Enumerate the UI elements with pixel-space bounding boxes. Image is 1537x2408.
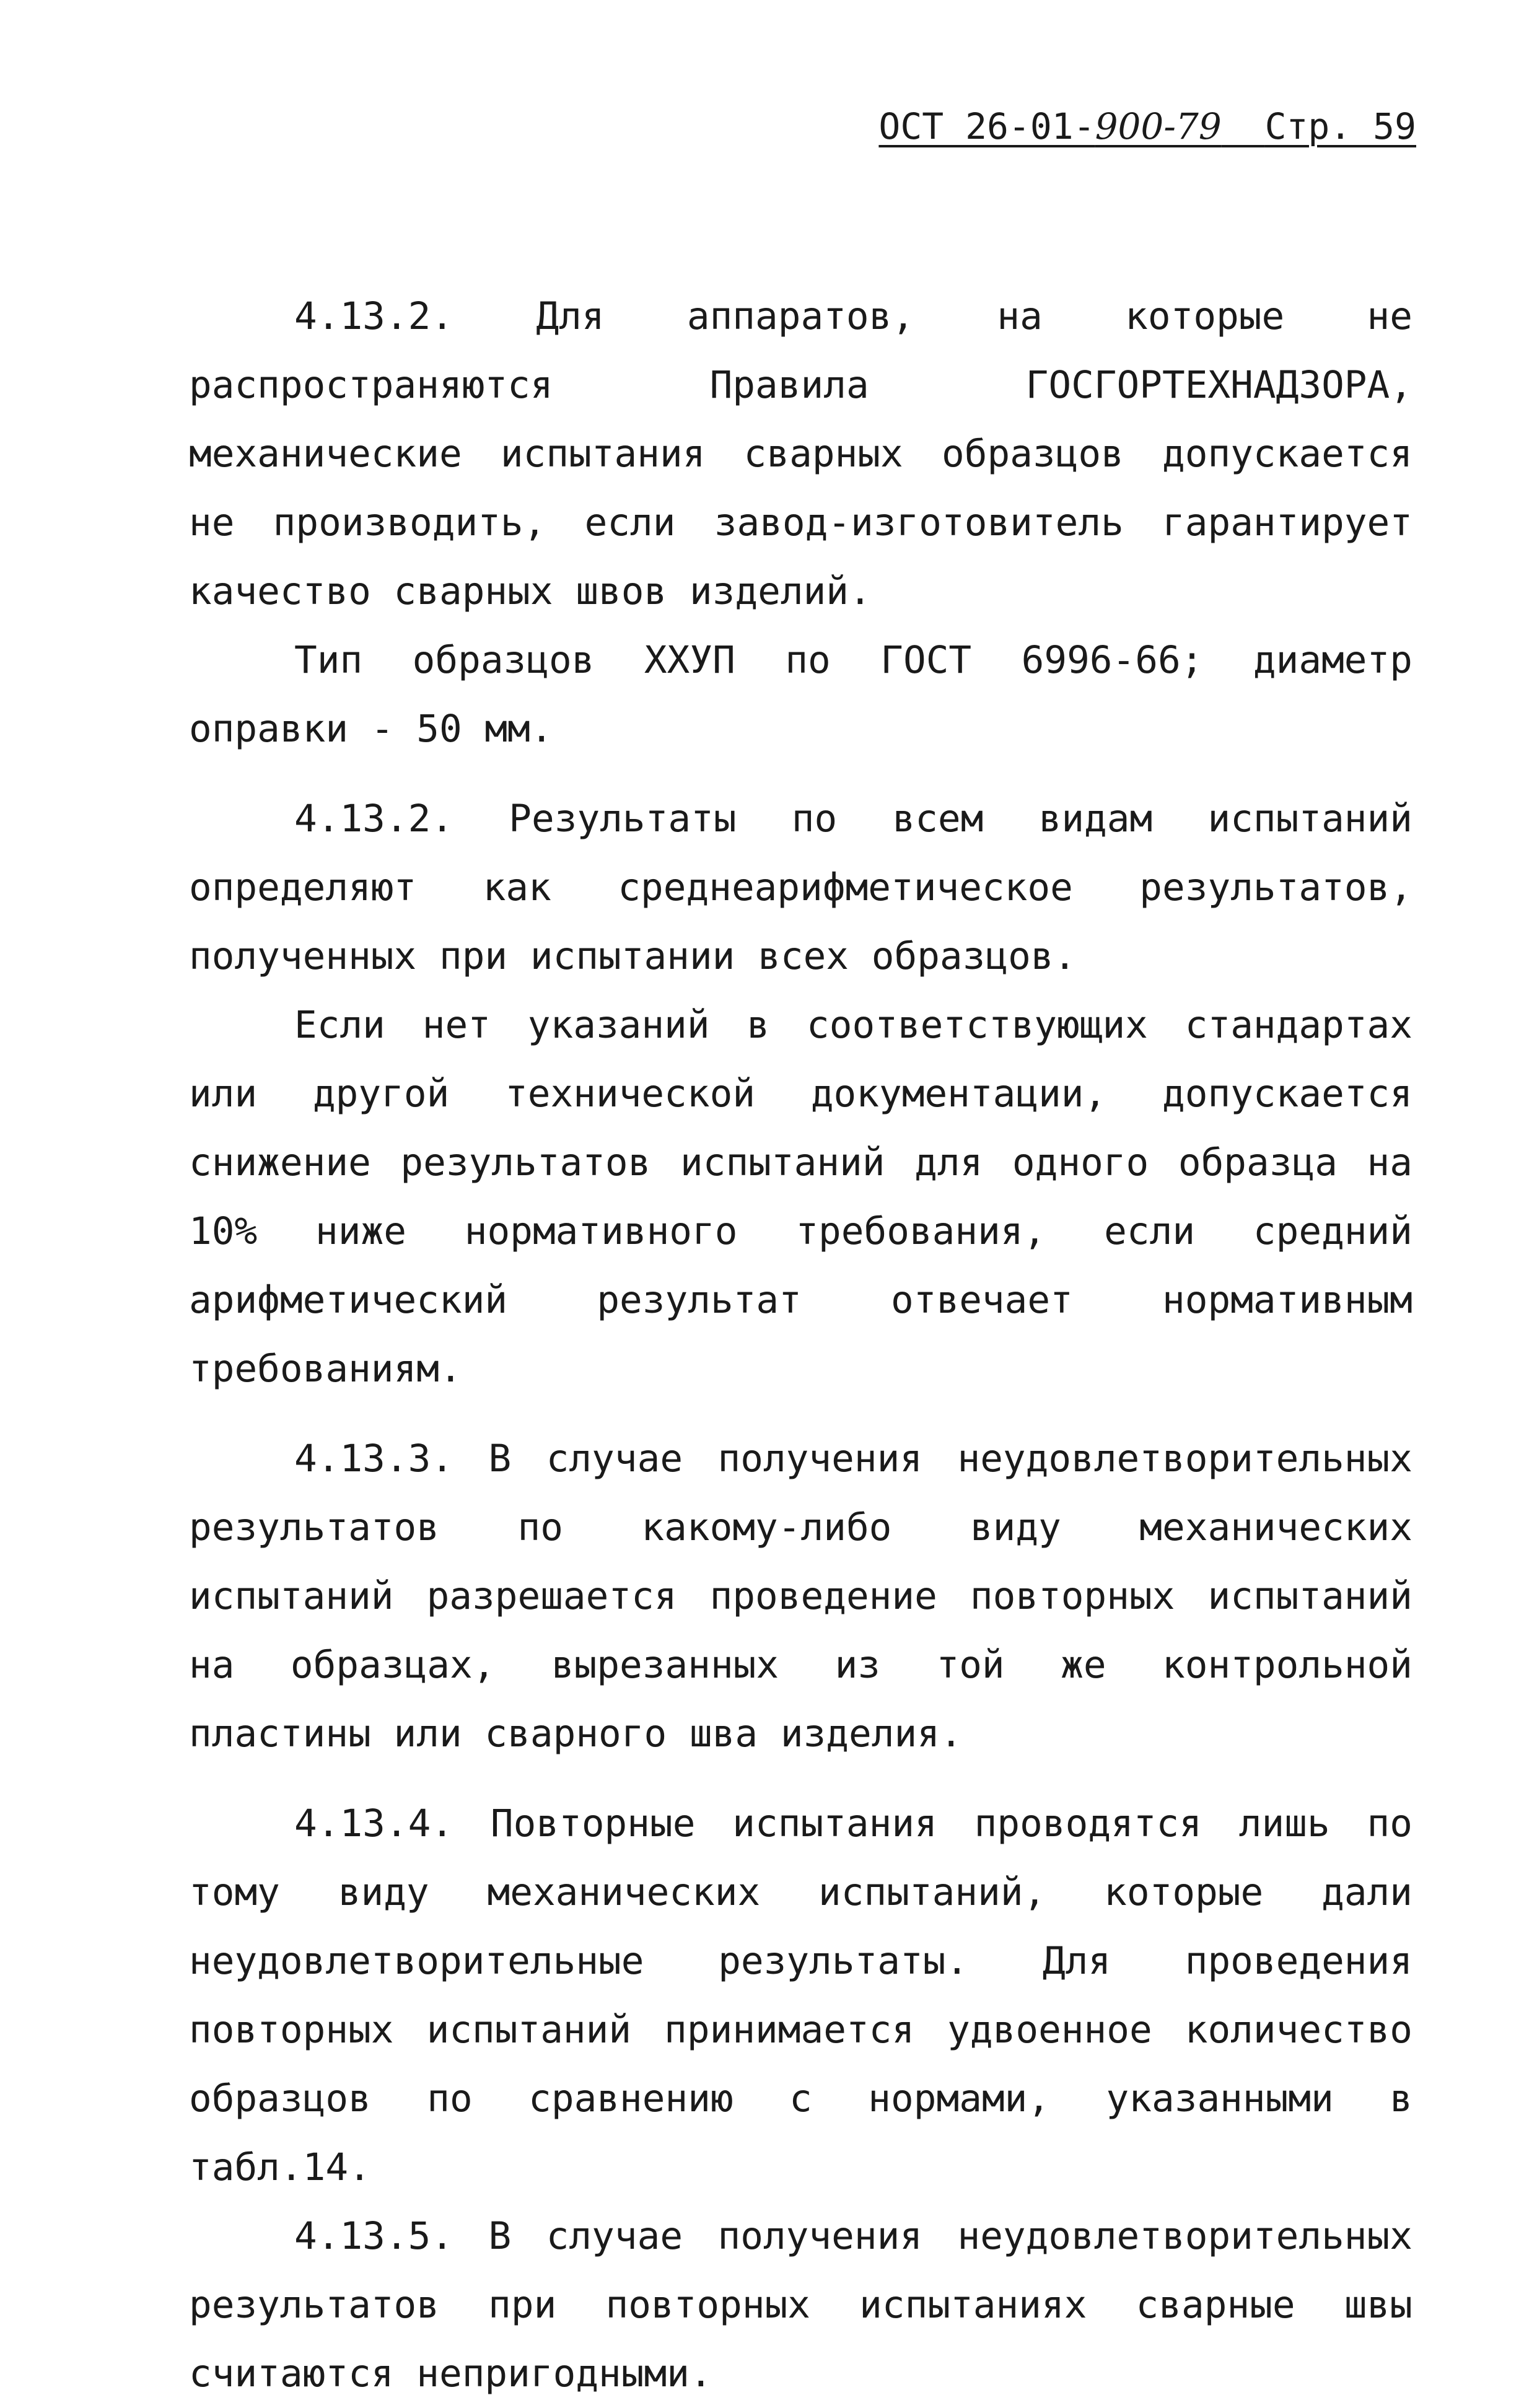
page-number: Стр. 59 <box>1264 105 1416 147</box>
paragraph-tolerance: Если нет указаний в соответствующих стандартах или другой технической документации, допускается снижение результатов испытаний для одного образца на 10% ниже нормативного требования, если средний арифметический результат отвечает нормативным требованиям. <box>189 1003 1412 1391</box>
paragraph-4-13-2-results: 4.13.2. Результаты по всем видам испытаний определяют как среднеарифметическое результатов, полученных при испытании всех образцов. <box>189 797 1412 978</box>
document-body <box>189 282 1412 2408</box>
page-header <box>878 105 1416 147</box>
paragraph-4-13-2-scope: 4.13.2. Для аппаратов, на которые не распространяются Правила ГОСГОРТЕХНАДЗОРА, механические испытания сварных образцов допускается не производить, если завод-изготовитель гарантирует качество сварных швов изделий. <box>189 294 1412 613</box>
doc-number-handwritten: 900-79 <box>1095 105 1222 147</box>
paragraph-specimen-type: Тип образцов ХХУП по ГОСТ 6996-66; диаметр оправки - 50 мм. <box>189 638 1412 751</box>
paragraph-4-13-5: 4.13.5. В случае получения неудовлетворительных результатов при повторных испытаниях сварные швы считаются непригодными. <box>189 2214 1412 2396</box>
paragraph-4-13-4: 4.13.4. Повторные испытания проводятся лишь по тому виду механических испытаний, которые дали неудовлетворительные результаты. Для проведения повторных испытаний принимается удвоенное количество образцов по сравнению с нормами, указанными в табл.14. <box>189 1802 1412 2189</box>
paragraph-4-13-3: 4.13.3. В случае получения неудовлетворительных результатов по какому-либо виду механических испытаний разрешается проведение повторных испытаний на образцах, вырезанных из той же контрольной пластины или сварного шва изделия. <box>189 1437 1412 1756</box>
doc-code: ОСТ 26-01- <box>878 105 1095 147</box>
